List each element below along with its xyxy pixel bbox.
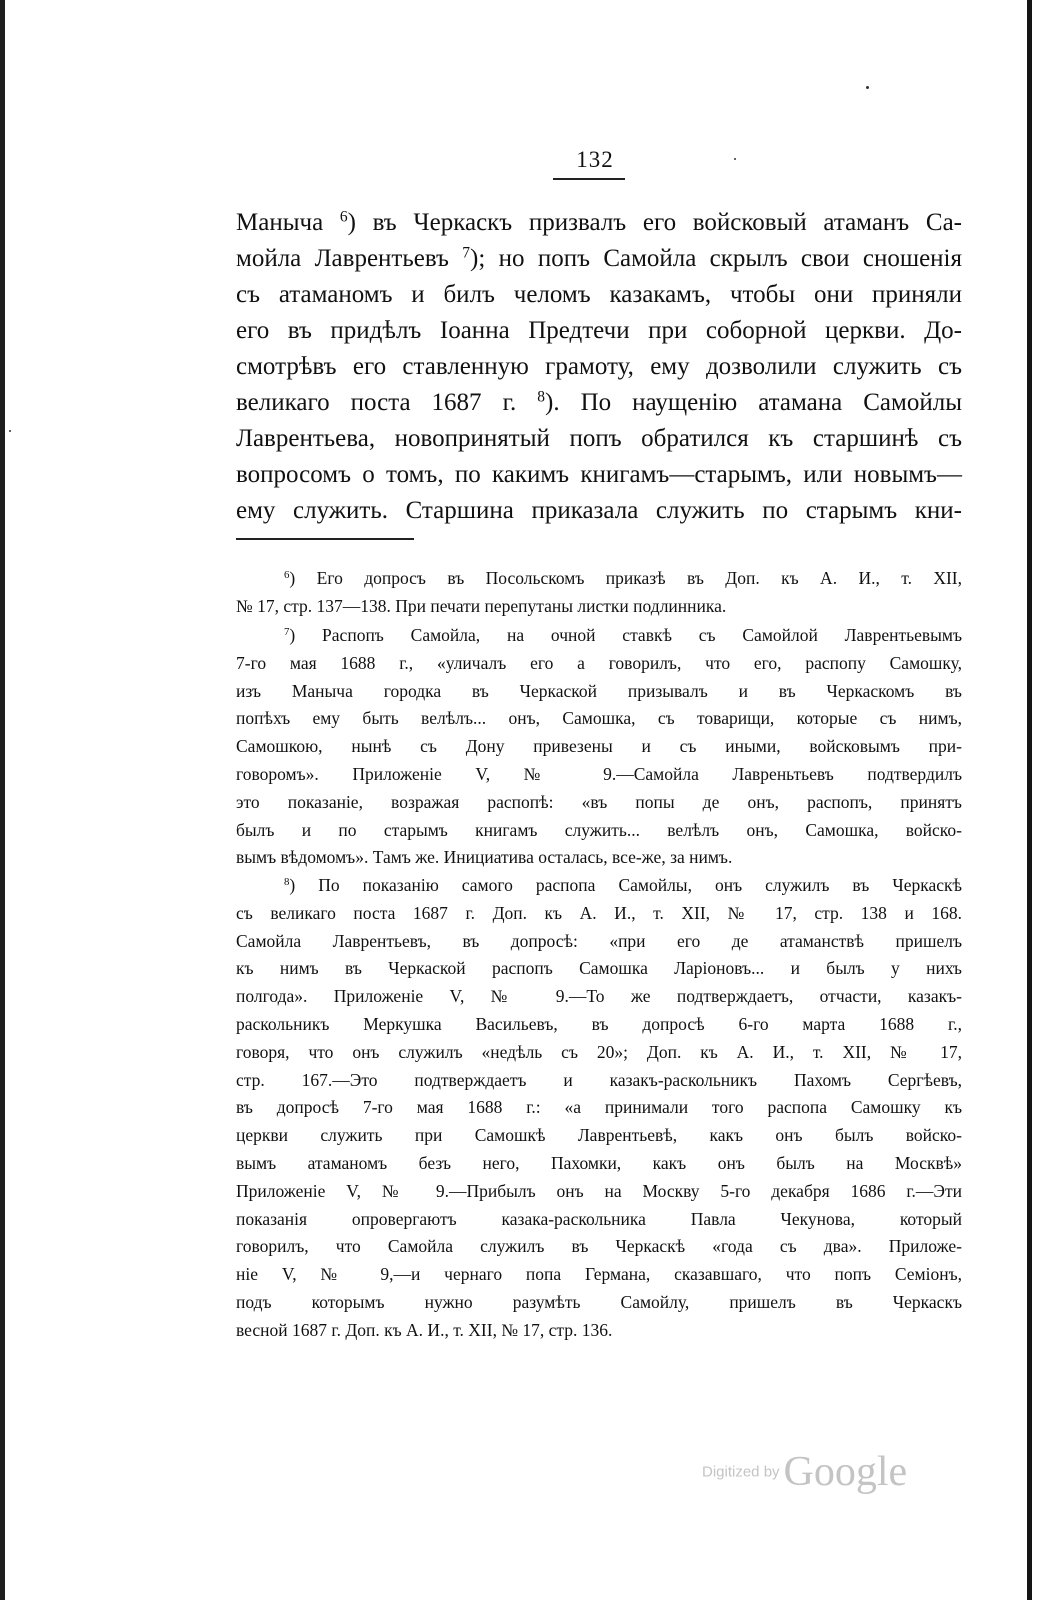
footnote-line bbox=[236, 1206, 962, 1232]
footnote-line bbox=[236, 1067, 962, 1093]
footnote-text: съ великаго поста 1687 г. Доп. къ А. И., т. XII, № 17, стр. 138 и 168. bbox=[236, 903, 962, 923]
footnote-line bbox=[236, 1317, 962, 1343]
footnote-text: говоря, что онъ служилъ «недѣль съ 20»; Доп. къ А. И., т. XII, № 17, bbox=[236, 1042, 962, 1062]
body-line-text: Маныча bbox=[236, 209, 340, 236]
body-line bbox=[236, 492, 962, 529]
footnote-line bbox=[236, 928, 962, 954]
body-line-text: великаго поста 1687 г. bbox=[236, 389, 538, 416]
google-logo: Google bbox=[783, 1449, 908, 1495]
footnote-line bbox=[236, 705, 962, 731]
body-line-text: смотрѣвъ его ставленную грамоту, ему дозволили служить съ bbox=[236, 353, 962, 380]
footnote-line bbox=[236, 1289, 962, 1315]
body-line bbox=[236, 384, 962, 421]
footnote-text: попѣхъ ему быть велѣлъ... онъ, Самошка, съ товарищи, которые съ нимъ, bbox=[236, 708, 962, 728]
footnote-text: изъ Маныча городка въ Черкаской призывалъ и въ Черкаскомъ въ bbox=[236, 681, 962, 701]
footnote-marker: 7 bbox=[284, 626, 290, 639]
footnote-line bbox=[236, 678, 962, 704]
body-line-text: мойла Лаврентьевъ bbox=[236, 245, 463, 272]
footnote-text: въ допросѣ 7-го мая 1688 г.: «а принимали того распопа Самошку къ bbox=[236, 1097, 962, 1117]
footnote-line bbox=[236, 900, 962, 926]
footnote-text: подъ которымъ нужно разумѣть Самойлу, пришелъ въ Черкаскъ bbox=[236, 1292, 962, 1312]
footnote-line bbox=[236, 1150, 962, 1176]
footnote-text: ) Его допросъ въ Посольскомъ приказѣ въ Доп. къ А. И., т. XII, bbox=[289, 568, 962, 588]
footnote-line bbox=[236, 817, 962, 843]
footnote-text: показанія опровергаютъ казака-раскольника Павла Чекунова, который bbox=[236, 1209, 962, 1229]
scan-right-edge bbox=[1027, 0, 1032, 1600]
footnote-text: ) По показанію самого распопа Самойлы, онъ служилъ въ Черкаскѣ bbox=[289, 875, 962, 895]
footnote-marker: 6 bbox=[284, 569, 290, 582]
footnote-text: къ нимъ въ Черкаской распопъ Самошка Ларіоновъ... и былъ у нихъ bbox=[236, 958, 962, 978]
body-line-text: Лаврентьева, новопринятый попъ обратился къ старшинѣ съ bbox=[236, 425, 962, 452]
scan-speck bbox=[9, 430, 11, 432]
footnote-line bbox=[236, 650, 962, 676]
footnote-line bbox=[236, 1011, 962, 1037]
footnote-reference: 6 bbox=[339, 208, 348, 226]
footnote-line bbox=[236, 1233, 962, 1259]
footnote-line bbox=[236, 593, 962, 619]
footnote-text: стр. 167.—Это подтверждаетъ и казакъ-раскольникъ Пахомъ Сергѣевъ, bbox=[236, 1070, 962, 1090]
footnote-text: № 17, стр. 137—138. При печати перепутаны листки подлинника. bbox=[236, 596, 727, 616]
footnote-text: ніе V, № 9,—и чернаго попа Германа, сказавшаго, что попъ Семіонъ, bbox=[236, 1264, 962, 1284]
footnote-line bbox=[236, 1039, 962, 1065]
footnote-reference: 8 bbox=[537, 388, 546, 406]
body-line bbox=[236, 456, 962, 493]
body-line-text: ) въ Черкаскъ призвалъ его войсковый атаманъ Са- bbox=[347, 209, 962, 236]
footnote-line bbox=[236, 955, 962, 981]
footnote-line bbox=[284, 565, 962, 591]
footnote-marker: 8 bbox=[284, 876, 290, 889]
footnote-text: былъ и по старымъ книгамъ служить... велѣлъ онъ, Самошка, войско- bbox=[236, 820, 962, 840]
body-line bbox=[236, 420, 962, 457]
scan-speck bbox=[866, 86, 869, 89]
body-line-text: вопросомъ о томъ, по какимъ книгамъ—старымъ, или новымъ— bbox=[236, 461, 962, 488]
watermark-prefix: Digitized by bbox=[702, 1463, 780, 1481]
footnote-line bbox=[236, 1178, 962, 1204]
footnote-line bbox=[284, 872, 962, 898]
body-line-text: ему служить. Старшина приказала служить по старымъ кни- bbox=[236, 497, 962, 524]
footnote-line bbox=[236, 983, 962, 1009]
body-line bbox=[236, 204, 962, 241]
footnote-divider bbox=[236, 538, 414, 540]
footnote-text: 7-го мая 1688 г., «уличалъ его а говорилъ, что его, распопу Самошку, bbox=[236, 653, 962, 673]
body-line bbox=[236, 276, 962, 313]
footnote-reference: 7 bbox=[462, 244, 471, 262]
footnote-text: Самойла Лаврентьевъ, въ допросѣ: «при его де атаманствѣ пришелъ bbox=[236, 931, 962, 951]
body-line bbox=[236, 240, 962, 277]
page-number-underline bbox=[553, 178, 625, 180]
body-line-text: съ атаманомъ и билъ челомъ казакамъ, чтобы они приняли bbox=[236, 281, 962, 308]
footnote-line bbox=[236, 1122, 962, 1148]
body-line-text: ); но попъ Самойла скрылъ свои сношенія bbox=[470, 245, 963, 272]
footnote-line bbox=[236, 733, 962, 759]
page-number: 132 bbox=[576, 147, 614, 172]
footnote-line bbox=[236, 789, 962, 815]
body-line-text: его въ придѣлъ Іоанна Предтечи при соборной церкви. До- bbox=[236, 317, 962, 344]
scan-speck bbox=[734, 158, 736, 160]
footnote-line bbox=[236, 1094, 962, 1120]
footnote-text: раскольникъ Меркушка Васильевъ, въ допросѣ 6-го марта 1688 г., bbox=[236, 1014, 962, 1034]
footnote-text: полгода». Приложеніе V, № 9.—То же подтверждаетъ, отчасти, казакъ- bbox=[236, 986, 962, 1006]
scan-left-edge bbox=[0, 0, 5, 1600]
footnote-text: это показаніе, возражая распопѣ: «въ попы де онъ, распопъ, принятъ bbox=[236, 792, 962, 812]
footnote-text: ) Распопъ Самойла, на очной ставкѣ съ Самойлой Лаврентьевымъ bbox=[289, 625, 962, 645]
footnote-text: вымъ вѣдомомъ». Тамъ же. Инициатива осталась, все-же, за нимъ. bbox=[236, 847, 733, 867]
body-line bbox=[236, 312, 962, 349]
body-line bbox=[236, 348, 962, 385]
footnote-text: говоромъ». Приложеніе V, № 9.—Самойла Лавреньтьевъ подтвердилъ bbox=[236, 764, 962, 784]
footnote-text: Самошкою, нынѣ съ Дону привезены и съ иными, войсковымъ при- bbox=[236, 736, 962, 756]
digitized-by-google-watermark bbox=[702, 1448, 932, 1504]
footnote-line bbox=[236, 761, 962, 787]
footnote-text: вымъ атаманомъ безъ него, Пахомки, какъ онъ былъ на Москвѣ» bbox=[236, 1153, 962, 1173]
footnote-line bbox=[236, 844, 962, 870]
footnote-line bbox=[236, 1261, 962, 1287]
footnote-line bbox=[284, 622, 962, 648]
footnote-text: церкви служить при Самошкѣ Лаврентьевѣ, какъ онъ былъ войско- bbox=[236, 1125, 962, 1145]
footnote-text: весной 1687 г. Доп. къ А. И., т. XII, № 17, стр. 136. bbox=[236, 1320, 613, 1340]
footnote-text: Приложеніе V, № 9.—Прибылъ онъ на Москву 5-го декабря 1686 г.—Эти bbox=[236, 1181, 962, 1201]
body-line-text: ). По наущенію атамана Самойлы bbox=[545, 389, 962, 416]
footnote-text: говорилъ, что Самойла служилъ въ Черкаскѣ «года съ два». Приложе- bbox=[236, 1236, 962, 1256]
